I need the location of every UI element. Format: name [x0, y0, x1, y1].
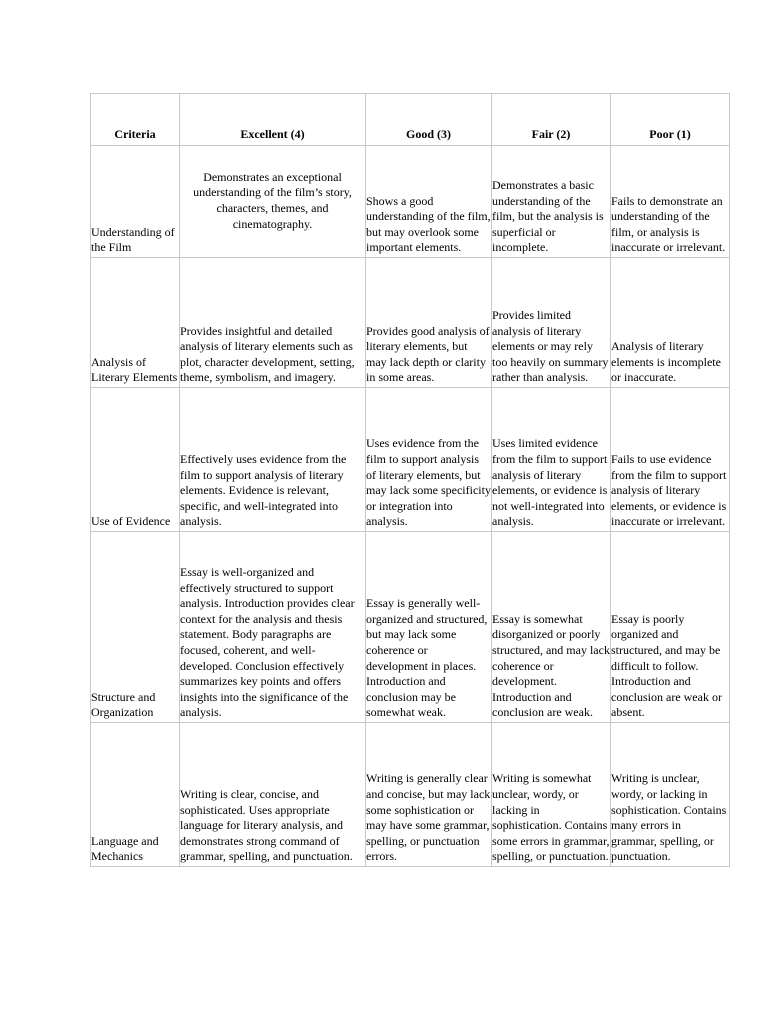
rubric-table: [90, 93, 730, 867]
criteria-cell: Analysis of Literary Elements: [91, 258, 180, 388]
header-excellent: Excellent (4): [180, 94, 366, 146]
table-row: [91, 388, 730, 532]
excellent-cell: Effectively uses evidence from the film to support analysis of literary elements. Evidence is relevant, specific, and well-integrated into analysis.: [180, 388, 366, 532]
good-cell: Provides good analysis of literary elements, but may lack depth or clarity in some areas.: [366, 258, 492, 388]
table-row: [91, 258, 730, 388]
good-cell: Essay is generally well-organized and structured, but may lack some coherence or development in places. Introduction and conclusion may be somewhat weak.: [366, 532, 492, 723]
poor-cell: Fails to use evidence from the film to support analysis of literary elements, or evidence is inaccurate or irrelevant.: [611, 388, 730, 532]
fair-cell: Demonstrates a basic understanding of the film, but the analysis is superficial or incomplete.: [492, 146, 611, 258]
header-fair: Fair (2): [492, 94, 611, 146]
good-cell: Uses evidence from the film to support analysis of literary elements, but may lack some specificity or integration into analysis.: [366, 388, 492, 532]
criteria-cell: Use of Evidence: [91, 388, 180, 532]
excellent-cell: Essay is well-organized and effectively structured to support analysis. Introduction provides clear context for the analysis and thesis statement. Body paragraphs are focused, coherent, and well-developed. Conclusion effectively summarizes key points and offers insights into the significance of the analysis.: [180, 532, 366, 723]
excellent-cell: Demonstrates an exceptional understanding of the film’s story, characters, themes, and cinematography.: [180, 146, 366, 258]
excellent-cell: Writing is clear, concise, and sophisticated. Uses appropriate language for literary analysis, and demonstrates strong command of grammar, spelling, and punctuation.: [180, 723, 366, 867]
table-header-row: [91, 94, 730, 146]
fair-cell: Writing is somewhat unclear, wordy, or lacking in sophistication. Contains some errors in grammar, spelling, or punctuation.: [492, 723, 611, 867]
table-row: [91, 723, 730, 867]
poor-cell: Fails to demonstrate an understanding of the film, or analysis is inaccurate or irrelevant.: [611, 146, 730, 258]
table-row: [91, 146, 730, 258]
header-good: Good (3): [366, 94, 492, 146]
table-row: [91, 532, 730, 723]
fair-cell: Essay is somewhat disorganized or poorly structured, and may lack coherence or development. Introduction and conclusion are weak.: [492, 532, 611, 723]
poor-cell: Essay is poorly organized and structured, and may be difficult to follow. Introduction and conclusion are weak or absent.: [611, 532, 730, 723]
criteria-cell: Understanding of the Film: [91, 146, 180, 258]
good-cell: Writing is generally clear and concise, but may lack some sophistication or may have some grammar, spelling, or punctuation errors.: [366, 723, 492, 867]
good-cell: Shows a good understanding of the film, but may overlook some important elements.: [366, 146, 492, 258]
fair-cell: Provides limited analysis of literary elements or may rely too heavily on summary rather than analysis.: [492, 258, 611, 388]
criteria-cell: Structure and Organization: [91, 532, 180, 723]
header-criteria: Criteria: [91, 94, 180, 146]
excellent-cell: Provides insightful and detailed analysis of literary elements such as plot, character development, setting, theme, symbolism, and imagery.: [180, 258, 366, 388]
poor-cell: Analysis of literary elements is incomplete or inaccurate.: [611, 258, 730, 388]
criteria-cell: Language and Mechanics: [91, 723, 180, 867]
header-poor: Poor (1): [611, 94, 730, 146]
poor-cell: Writing is unclear, wordy, or lacking in sophistication. Contains many errors in grammar, spelling, or punctuation.: [611, 723, 730, 867]
fair-cell: Uses limited evidence from the film to support analysis of literary elements, or evidence is not well-integrated into analysis.: [492, 388, 611, 532]
